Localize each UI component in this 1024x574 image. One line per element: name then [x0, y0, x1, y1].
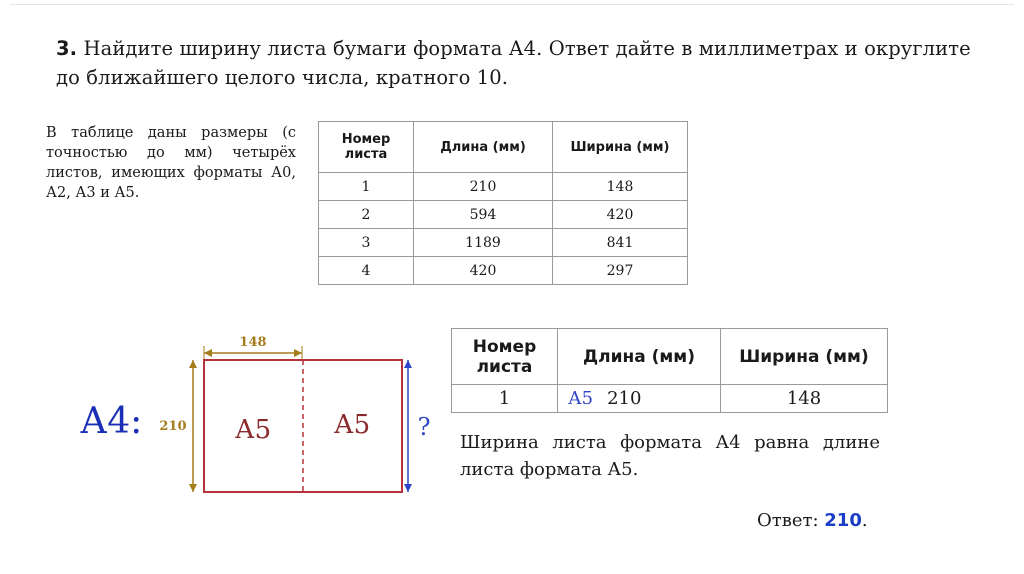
answer-value: 210 [824, 510, 862, 531]
a5-table [451, 328, 888, 413]
arrow-down-icon [189, 484, 197, 492]
a4-label: А4: [80, 401, 143, 442]
cell-number: 1 [452, 385, 558, 413]
table-row [452, 385, 888, 413]
cell-length: 210 [414, 173, 553, 201]
top-border [10, 4, 1014, 5]
arrow-down-icon [404, 484, 412, 492]
table-header-row [452, 329, 888, 385]
sizes-table [318, 121, 688, 285]
answer-line [757, 510, 868, 531]
cell-number: 3 [319, 229, 414, 257]
table-row [319, 173, 688, 201]
col-header-number: Номер листа [319, 122, 414, 173]
cell-number: 1 [319, 173, 414, 201]
length-value: 210 [607, 388, 642, 409]
arrow-up-icon [189, 360, 197, 368]
arrow-right-icon [294, 349, 302, 357]
intro-text: В таблице даны размеры (с точностью до мм) четырёх листов, имеющих форматы А0, А2, А3 и А5. [46, 125, 296, 201]
question-text [56, 34, 991, 92]
table-row [319, 201, 688, 229]
a5-right-label: А5 [333, 410, 371, 440]
a5-tag: А5 [568, 388, 594, 409]
cell-width: 420 [553, 201, 688, 229]
cell-length: 420 [414, 257, 553, 285]
side-dimension-label: 210 [159, 419, 187, 434]
cell-length: 1189 [414, 229, 553, 257]
col-header-width: Ширина (мм) [721, 329, 888, 385]
col-header-length: Длина (мм) [414, 122, 553, 173]
cell-width: 841 [553, 229, 688, 257]
table-header-row [319, 122, 688, 173]
arrow-up-icon [404, 360, 412, 368]
explanation-text: Ширина листа формата А4 равна длине листа формата А5. [460, 432, 880, 480]
col-header-length: Длина (мм) [558, 329, 721, 385]
question-body: Найдите ширину листа бумаги формата А4. Ответ дайте в миллиметрах и округлите до ближайшего целого числа, кратного 10. [56, 37, 971, 89]
cell-width: 148 [721, 385, 888, 413]
question-number: 3. [56, 37, 78, 60]
col-header-number: Номер листа [452, 329, 558, 385]
col-header-width: Ширина (мм) [553, 122, 688, 173]
answer-end: . [861, 510, 868, 531]
unknown-label: ? [417, 413, 431, 441]
cell-number: 4 [319, 257, 414, 285]
cell-length: 594 [414, 201, 553, 229]
cell-width: 297 [553, 257, 688, 285]
a4-diagram [60, 320, 440, 505]
cell-number: 2 [319, 201, 414, 229]
answer-label: Ответ: [757, 510, 819, 531]
arrow-left-icon [204, 349, 212, 357]
top-dimension-label: 148 [239, 335, 267, 350]
table-row [319, 229, 688, 257]
cell-width: 148 [553, 173, 688, 201]
table-row [319, 257, 688, 285]
cell-length [558, 385, 721, 413]
a5-left-label: А5 [234, 415, 272, 445]
